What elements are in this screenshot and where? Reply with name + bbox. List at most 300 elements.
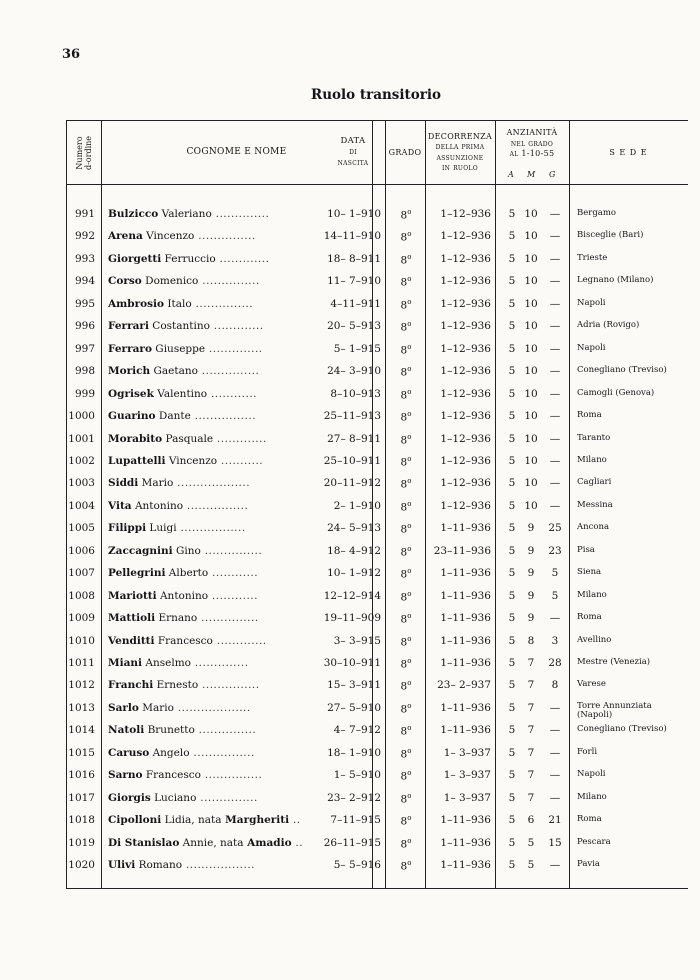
grade-ordinal: o <box>407 432 412 441</box>
surname: Sarlo <box>108 701 139 714</box>
person-name <box>108 500 308 512</box>
seniority-years: 5 <box>508 432 516 445</box>
seniority-months: 9 <box>527 589 535 602</box>
order-number: 1018 <box>68 814 95 827</box>
birth-date: 20–11–912 <box>323 477 381 490</box>
birth-date: 18– 4–912 <box>327 544 381 557</box>
leader-dots: ............... <box>198 679 260 692</box>
seniority-days: 23 <box>548 544 562 557</box>
order-number: 1003 <box>68 477 95 490</box>
given-name: Vincenzo <box>142 230 195 243</box>
surname: Ogrisek <box>108 387 154 400</box>
header-anzianita: ANZIANITÀ nel grado al 1-10-55 <box>506 128 558 159</box>
seniority-months: 10 <box>524 208 538 220</box>
order-number: 991 <box>74 208 95 220</box>
grade <box>385 792 427 806</box>
surname: Giorgis <box>108 791 151 804</box>
grade-value: 8 <box>400 658 408 671</box>
table-row <box>67 365 688 387</box>
surname: Cipolloni <box>108 814 162 827</box>
person-name <box>108 343 308 355</box>
birth-date: 10– 1–910 <box>327 208 381 220</box>
grade-value: 8 <box>400 546 408 559</box>
sede: Bisceglie (Bari) <box>577 230 644 241</box>
person-name <box>108 253 308 265</box>
grade-value: 8 <box>400 860 408 873</box>
surname: Ambrosio <box>108 297 165 310</box>
leader-dots: ............... <box>191 297 254 310</box>
surname: Franchi <box>108 679 154 692</box>
grade <box>385 477 427 491</box>
birth-date: 7–11–915 <box>330 814 381 827</box>
seniority-years: 5 <box>508 724 516 737</box>
given-name: Mario <box>138 477 174 490</box>
decorrenza-date: 1–11–936 <box>440 657 491 669</box>
sede: Milano <box>577 791 607 802</box>
given-name: Mario <box>138 701 174 714</box>
order-number: 992 <box>74 230 95 243</box>
person-name <box>108 365 308 377</box>
grade <box>385 500 427 514</box>
seniority-years: 5 <box>508 320 516 333</box>
order-number: 1016 <box>68 769 95 782</box>
header-decorrenza: DECORRENZA della prima assunzione in ruolo <box>427 131 493 172</box>
table-row <box>67 702 688 724</box>
grade <box>385 253 427 267</box>
grade-ordinal: o <box>407 657 412 665</box>
grade-value: 8 <box>400 299 408 312</box>
order-number: 994 <box>74 275 95 288</box>
table-row <box>67 388 688 410</box>
grade-value: 8 <box>400 434 408 446</box>
person-name <box>108 388 308 400</box>
seniority-days: — <box>549 769 561 782</box>
surname: Corso <box>108 275 142 288</box>
seniority-months: 10 <box>524 454 538 467</box>
given-name: Annie, nata <box>179 836 244 849</box>
grade-ordinal: o <box>407 477 412 486</box>
seniority-years: 5 <box>508 208 516 220</box>
decorrenza-date: 1–12–936 <box>440 320 491 333</box>
maiden-surname: Margheriti <box>221 814 290 827</box>
seniority-days: — <box>549 252 561 265</box>
order-number: 998 <box>74 365 95 378</box>
grade <box>385 545 427 559</box>
leader-dots: ............ <box>208 567 259 580</box>
seniority-months: 10 <box>524 275 538 288</box>
sede: Conegliano (Treviso) <box>577 365 667 376</box>
seniority-months: 9 <box>527 522 535 535</box>
seniority-days: — <box>549 365 561 378</box>
grade-value: 8 <box>400 321 408 334</box>
decorrenza-date: 1–12–936 <box>440 432 491 445</box>
table-row <box>67 343 688 365</box>
surname: Caruso <box>108 746 150 759</box>
grade-ordinal: o <box>407 454 412 463</box>
leader-dots: ................ <box>189 746 255 759</box>
header-birth-date: DATA di nascita <box>337 136 369 168</box>
sede: Varese <box>577 679 606 690</box>
given-name: Dante <box>155 410 191 423</box>
order-number: 1015 <box>68 746 95 759</box>
seniority-months: 5 <box>527 836 535 849</box>
seniority-years: 5 <box>508 701 516 714</box>
seniority-months: 10 <box>524 252 538 265</box>
leader-dots: ............... <box>196 791 258 804</box>
person-name <box>108 298 308 310</box>
grade-ordinal: o <box>407 297 412 306</box>
grade <box>385 455 427 469</box>
grade-value: 8 <box>400 591 408 604</box>
given-name: Romano <box>135 859 183 872</box>
birth-date: 30–10–911 <box>323 657 381 669</box>
grade-value: 8 <box>400 703 408 716</box>
seniority-years: 5 <box>508 544 516 557</box>
table-row <box>67 275 688 297</box>
grade-ordinal: o <box>407 836 412 845</box>
grade <box>385 837 427 851</box>
seniority-months: 10 <box>524 320 538 333</box>
given-name: Ernesto <box>153 679 199 692</box>
surname: Arena <box>108 230 143 243</box>
table-row <box>67 455 688 477</box>
grade-value: 8 <box>400 254 408 267</box>
leader-dots: ............... <box>194 230 256 243</box>
sede: Trieste <box>577 252 608 263</box>
birth-date: 5– 1–915 <box>333 342 381 355</box>
sede: Forlì <box>577 746 598 757</box>
grade-ordinal: o <box>407 724 412 733</box>
person-name <box>108 208 308 220</box>
grade <box>385 567 427 581</box>
given-name: Costantino <box>148 320 210 333</box>
grade-value: 8 <box>400 523 408 536</box>
given-name: Italo <box>164 297 192 310</box>
surname: Venditti <box>108 634 155 647</box>
table-row <box>67 433 688 455</box>
seniority-months: 10 <box>524 410 538 423</box>
running-title: Ruolo transitorio <box>311 87 441 103</box>
seniority-days: — <box>549 499 561 512</box>
given-name: Valeriano <box>158 208 212 220</box>
decorrenza-date: 1–12–936 <box>440 230 491 243</box>
sede: Siena <box>577 567 602 578</box>
grade-ordinal: o <box>407 859 412 868</box>
surname: Vita <box>108 499 132 512</box>
grade-ordinal: o <box>407 769 412 778</box>
birth-date: 27– 8–911 <box>327 432 381 445</box>
seniority-years: 5 <box>508 454 516 467</box>
person-name <box>108 837 308 849</box>
given-name: Ferruccio <box>161 252 216 265</box>
seniority-months: 7 <box>527 746 535 759</box>
decorrenza-date: 1–11–936 <box>440 724 491 737</box>
sede: Conegliano (Treviso) <box>577 724 667 735</box>
order-number: 1019 <box>68 836 95 849</box>
table-row <box>67 590 688 612</box>
birth-date: 14–11–910 <box>323 230 381 243</box>
seniority-years: 5 <box>508 567 516 580</box>
grade-ordinal: o <box>407 589 412 598</box>
surname: Bulzicco <box>108 208 159 220</box>
seniority-months: 6 <box>527 814 535 827</box>
table-row <box>67 657 688 679</box>
seniority-days: — <box>549 387 561 400</box>
grade <box>385 747 427 761</box>
leader-dots: ............... <box>198 275 260 288</box>
seniority-months: 9 <box>527 544 535 557</box>
grade-ordinal: o <box>407 252 412 261</box>
leader-dots: .. <box>289 814 301 827</box>
grade <box>385 388 427 402</box>
sede: Torre Annunziata (Napoli) <box>577 700 652 720</box>
leader-dots: ............ <box>208 589 258 602</box>
seniority-years: 5 <box>508 769 516 782</box>
person-name <box>108 702 308 714</box>
header-name: COGNOME E NOME <box>186 147 287 157</box>
table-row <box>67 769 688 791</box>
grade <box>385 657 427 671</box>
table-row <box>67 635 688 657</box>
grade <box>385 275 427 289</box>
seniority-months: 9 <box>527 567 535 580</box>
sede: Ancona <box>577 522 610 533</box>
table-row <box>67 500 688 522</box>
birth-date: 26–11–915 <box>323 836 381 849</box>
person-name <box>108 679 308 691</box>
grade-value: 8 <box>400 636 408 649</box>
surname: Lupattelli <box>108 454 166 467</box>
surname: Guarino <box>108 410 156 423</box>
grade <box>385 679 427 693</box>
leader-dots: .. <box>291 836 304 849</box>
grade <box>385 769 427 783</box>
sede: Adria (Rovigo) <box>577 320 640 331</box>
table-row <box>67 792 688 814</box>
birth-date: 10– 1–912 <box>327 567 381 580</box>
birth-date: 27– 5–910 <box>327 701 381 714</box>
birth-date: 8–10–913 <box>330 387 381 400</box>
given-name: Lidia, nata <box>161 814 222 827</box>
person-name <box>108 747 308 759</box>
given-name: Pasquale <box>162 432 214 445</box>
decorrenza-date: 1– 3–937 <box>443 769 491 782</box>
leader-dots: ............... <box>194 724 257 737</box>
given-name: Vincenzo <box>165 454 218 467</box>
surname: Ferrari <box>108 320 149 333</box>
table-row <box>67 545 688 567</box>
sede: Roma <box>577 612 602 623</box>
birth-date: 20– 5–913 <box>327 320 381 333</box>
birth-date: 18– 8–911 <box>327 252 381 265</box>
given-name: Alberto <box>165 567 209 580</box>
seniority-years: 5 <box>508 275 516 288</box>
sede: Roma <box>577 814 602 825</box>
surname: Pellegrini <box>108 567 166 580</box>
given-name: Antonino <box>156 589 209 602</box>
table-row <box>67 747 688 769</box>
seniority-months: 7 <box>527 679 535 692</box>
surname: Morabito <box>108 432 163 445</box>
birth-date: 4– 7–912 <box>333 724 381 737</box>
sede: Roma <box>577 410 602 421</box>
decorrenza-date: 1–11–936 <box>440 859 491 872</box>
seniority-months: 10 <box>524 230 538 243</box>
decorrenza-date: 1–12–936 <box>440 454 491 467</box>
given-name: Luciano <box>150 791 197 804</box>
person-name <box>108 410 308 422</box>
birth-date: 25–10–911 <box>323 454 381 467</box>
decorrenza-date: 1–11–936 <box>440 589 491 602</box>
sede: Camogli (Genova) <box>577 387 655 398</box>
surname: Natoli <box>108 724 145 737</box>
header-giorni: G <box>549 170 556 179</box>
order-number: 1013 <box>68 701 95 714</box>
surname: Di Stanislao <box>108 836 180 849</box>
person-name <box>108 275 308 287</box>
grade-value: 8 <box>400 770 408 783</box>
surname: Morich <box>108 365 151 378</box>
leader-dots: ............ <box>207 387 257 400</box>
birth-date: 1– 5–910 <box>333 769 381 782</box>
table-row <box>67 814 688 836</box>
sede: Napoli <box>577 297 606 308</box>
leader-dots: .............. <box>205 342 263 355</box>
grade <box>385 298 427 312</box>
order-number: 1002 <box>68 454 95 467</box>
seniority-months: 7 <box>527 769 535 782</box>
decorrenza-date: 23–11–936 <box>433 544 491 557</box>
decorrenza-date: 1–12–936 <box>440 252 491 265</box>
grade-value: 8 <box>400 613 408 626</box>
seniority-days: — <box>549 342 561 355</box>
seniority-months: 10 <box>524 432 538 445</box>
grade-value: 8 <box>400 748 408 761</box>
leader-dots: ................. <box>176 522 246 535</box>
seniority-years: 5 <box>508 746 516 759</box>
surname: Ulivi <box>108 859 136 872</box>
seniority-days: — <box>549 208 561 220</box>
person-name <box>108 612 308 624</box>
seniority-months: 10 <box>524 365 538 378</box>
seniority-years: 5 <box>508 297 516 310</box>
order-number: 1012 <box>68 679 95 692</box>
given-name: Valentino <box>153 387 208 400</box>
leader-dots: ................... <box>173 701 251 714</box>
birth-date: 5– 5–916 <box>333 859 381 872</box>
seniority-days: — <box>549 477 561 490</box>
decorrenza-date: 1–11–936 <box>440 567 491 580</box>
grade-value: 8 <box>400 680 408 693</box>
decorrenza-date: 1–12–936 <box>440 499 491 512</box>
seniority-days: 25 <box>548 522 562 535</box>
seniority-years: 5 <box>508 365 516 378</box>
surname: Sarno <box>108 769 143 782</box>
decorrenza-date: 1–12–936 <box>440 275 491 288</box>
page-number: 36 <box>62 47 81 62</box>
sede: Milano <box>577 589 607 600</box>
seniority-months: 10 <box>524 297 538 310</box>
grade <box>385 724 427 738</box>
person-name <box>108 545 308 557</box>
header-grade: GRADO <box>388 148 422 157</box>
seniority-days: 8 <box>551 679 559 692</box>
given-name: Francesco <box>154 634 213 647</box>
decorrenza-date: 1–11–936 <box>440 836 491 849</box>
order-number: 1005 <box>68 522 95 535</box>
grade-ordinal: o <box>407 499 412 508</box>
grade <box>385 365 427 379</box>
seniority-months: 7 <box>527 791 535 804</box>
leader-dots: ............... <box>197 612 259 625</box>
person-name <box>108 859 308 871</box>
seniority-years: 5 <box>508 410 516 423</box>
grade-ordinal: o <box>407 679 412 688</box>
surname: Mariotti <box>108 589 157 602</box>
grade-ordinal: o <box>407 230 412 239</box>
birth-date: 25–11–913 <box>323 410 381 423</box>
seniority-days: 28 <box>548 657 562 669</box>
grade-ordinal: o <box>407 746 412 755</box>
surname: Ferraro <box>108 342 152 355</box>
person-name <box>108 433 308 445</box>
birth-date: 18– 1–910 <box>327 746 381 759</box>
decorrenza-date: 1–12–936 <box>440 297 491 310</box>
sede: Legnano (Milano) <box>577 275 654 286</box>
seniority-months: 7 <box>527 724 535 737</box>
leader-dots: ............. <box>209 320 264 333</box>
decorrenza-date: 1–11–936 <box>440 814 491 827</box>
seniority-months: 9 <box>527 612 535 625</box>
surname: Filippi <box>108 522 147 535</box>
grade-ordinal: o <box>407 522 412 531</box>
surname: Mattioli <box>108 612 156 625</box>
seniority-days: 15 <box>548 836 562 849</box>
leader-dots: .............. <box>211 208 270 220</box>
grade-ordinal: o <box>407 791 412 800</box>
grade-ordinal: o <box>407 208 412 216</box>
grade-ordinal: o <box>407 634 412 643</box>
seniority-months: 8 <box>527 634 535 647</box>
seniority-years: 5 <box>508 612 516 625</box>
given-name: Domenico <box>141 275 199 288</box>
grade-ordinal: o <box>407 567 412 576</box>
seniority-months: 10 <box>524 499 538 512</box>
person-name <box>108 522 308 534</box>
seniority-years: 5 <box>508 679 516 692</box>
decorrenza-date: 1–11–936 <box>440 701 491 714</box>
given-name: Ernano <box>155 612 198 625</box>
sede: Mestre (Venezia) <box>577 657 651 667</box>
order-number: 1020 <box>68 859 95 872</box>
seniority-years: 5 <box>508 589 516 602</box>
sede: Bergamo <box>577 208 617 218</box>
person-name <box>108 320 308 332</box>
birth-date: 19–11–909 <box>323 612 381 625</box>
birth-date: 24– 5–913 <box>327 522 381 535</box>
table-row <box>67 679 688 701</box>
table-row <box>67 230 688 252</box>
grade-value: 8 <box>400 366 408 379</box>
grade <box>385 612 427 626</box>
leader-dots: ............... <box>197 365 260 378</box>
leader-dots: ................ <box>190 410 257 423</box>
grade <box>385 343 427 357</box>
table-row <box>67 522 688 544</box>
header-mesi: M <box>527 170 536 179</box>
leader-dots: ................... <box>173 477 251 490</box>
grade <box>385 590 427 604</box>
